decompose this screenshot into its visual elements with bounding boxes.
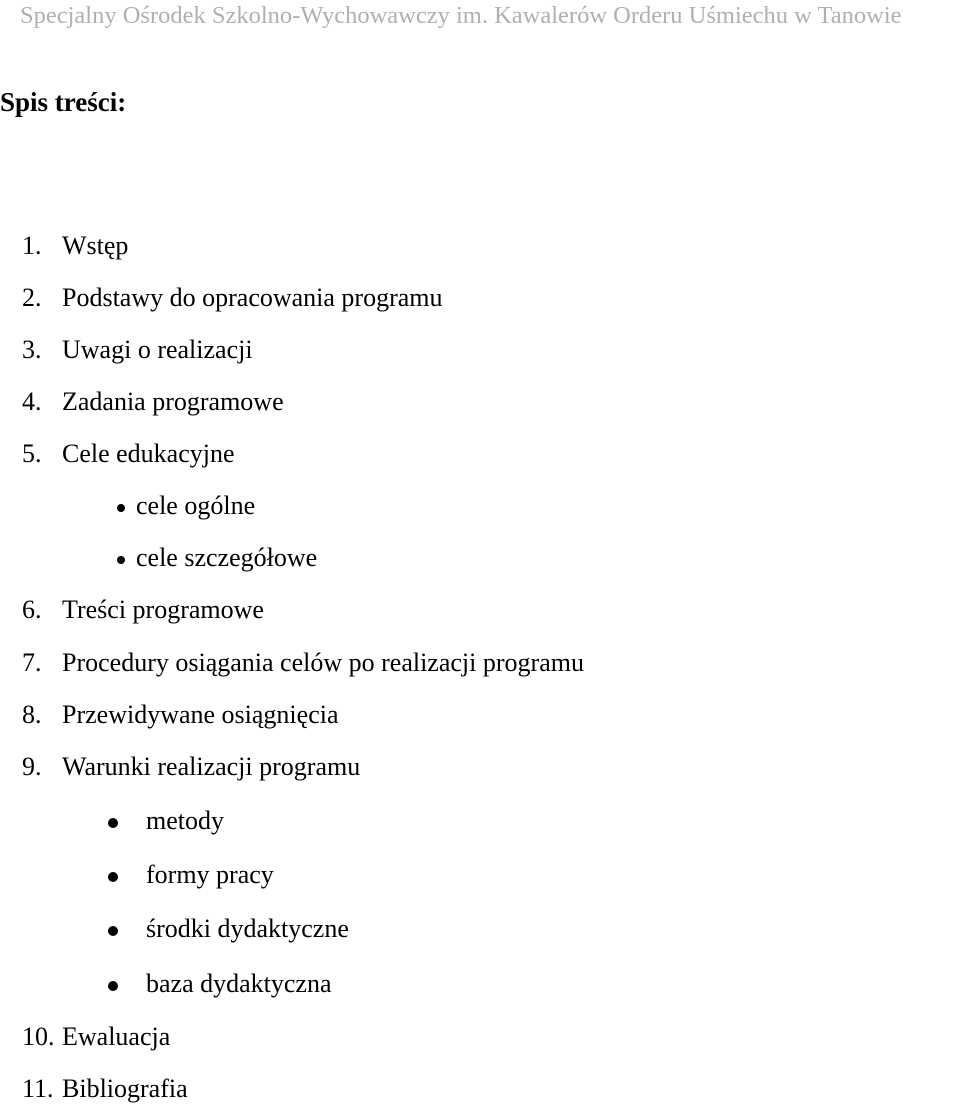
toc-subitem-label: metody <box>146 806 224 835</box>
toc-item-number: 1. <box>22 231 42 260</box>
toc-item-label: Warunki realizacji programu <box>62 752 361 781</box>
toc-item-label: Cele edukacyjne <box>62 439 235 468</box>
bullet-icon <box>108 926 118 936</box>
toc-item-10[interactable] <box>22 1022 170 1052</box>
toc-subitem-label: cele ogólne <box>136 491 256 520</box>
toc-item-number: 4. <box>22 387 42 416</box>
toc-item-label: Ewaluacja <box>62 1022 171 1051</box>
toc-subitem[interactable] <box>108 860 274 890</box>
toc-subitem-label: formy pracy <box>146 860 274 889</box>
toc-subitem[interactable] <box>108 806 224 836</box>
toc-item-label: Wstęp <box>62 231 129 260</box>
toc-item-label: Procedury osiągania celów po realizacji programu <box>62 648 584 677</box>
toc-item-number: 6. <box>22 595 42 624</box>
toc-item-2[interactable] <box>22 283 443 313</box>
toc-item-number: 10. <box>22 1022 55 1051</box>
toc-subitem-label: środki dydaktyczne <box>146 914 349 943</box>
toc-item-number: 3. <box>22 335 42 364</box>
toc-subitem[interactable] <box>117 491 255 521</box>
bullet-icon <box>117 556 125 564</box>
toc-subitem-label: cele szczegółowe <box>136 543 318 572</box>
running-header: Specjalny Ośrodek Szkolno-Wychowawczy im. Kawalerów Orderu Uśmiechu w Tanowie <box>20 2 902 29</box>
toc-item-label: Bibliografia <box>62 1074 188 1103</box>
toc-subitem[interactable] <box>108 914 349 944</box>
toc-title: Spis treści: <box>0 87 127 117</box>
toc-item-9[interactable] <box>22 752 360 782</box>
toc-item-number: 11. <box>22 1074 54 1103</box>
toc-subitem-label: baza dydaktyczna <box>146 969 332 998</box>
toc-item-number: 5. <box>22 439 42 468</box>
toc-subitem[interactable] <box>108 969 332 999</box>
toc-item-number: 7. <box>22 648 42 677</box>
toc-item-11[interactable] <box>22 1074 188 1104</box>
toc-item-5[interactable] <box>22 439 235 469</box>
toc-item-label: Uwagi o realizacji <box>62 335 253 364</box>
bullet-icon <box>117 504 125 512</box>
bullet-icon <box>108 818 118 828</box>
toc-item-8[interactable] <box>22 700 339 730</box>
bullet-icon <box>108 981 118 991</box>
toc-item-6[interactable] <box>22 595 264 625</box>
toc-item-1[interactable] <box>22 231 128 261</box>
toc-item-number: 2. <box>22 283 42 312</box>
toc-item-number: 8. <box>22 700 42 729</box>
toc-item-label: Zadania programowe <box>62 387 284 416</box>
toc-item-label: Przewidywane osiągnięcia <box>62 700 339 729</box>
toc-item-label: Treści programowe <box>62 595 264 624</box>
toc-item-7[interactable] <box>22 648 584 678</box>
toc-item-label: Podstawy do opracowania programu <box>62 283 443 312</box>
toc-subitem[interactable] <box>117 543 317 573</box>
toc-item-number: 9. <box>22 752 42 781</box>
bullet-icon <box>108 872 118 882</box>
toc-item-3[interactable] <box>22 335 253 365</box>
toc-item-4[interactable] <box>22 387 284 417</box>
